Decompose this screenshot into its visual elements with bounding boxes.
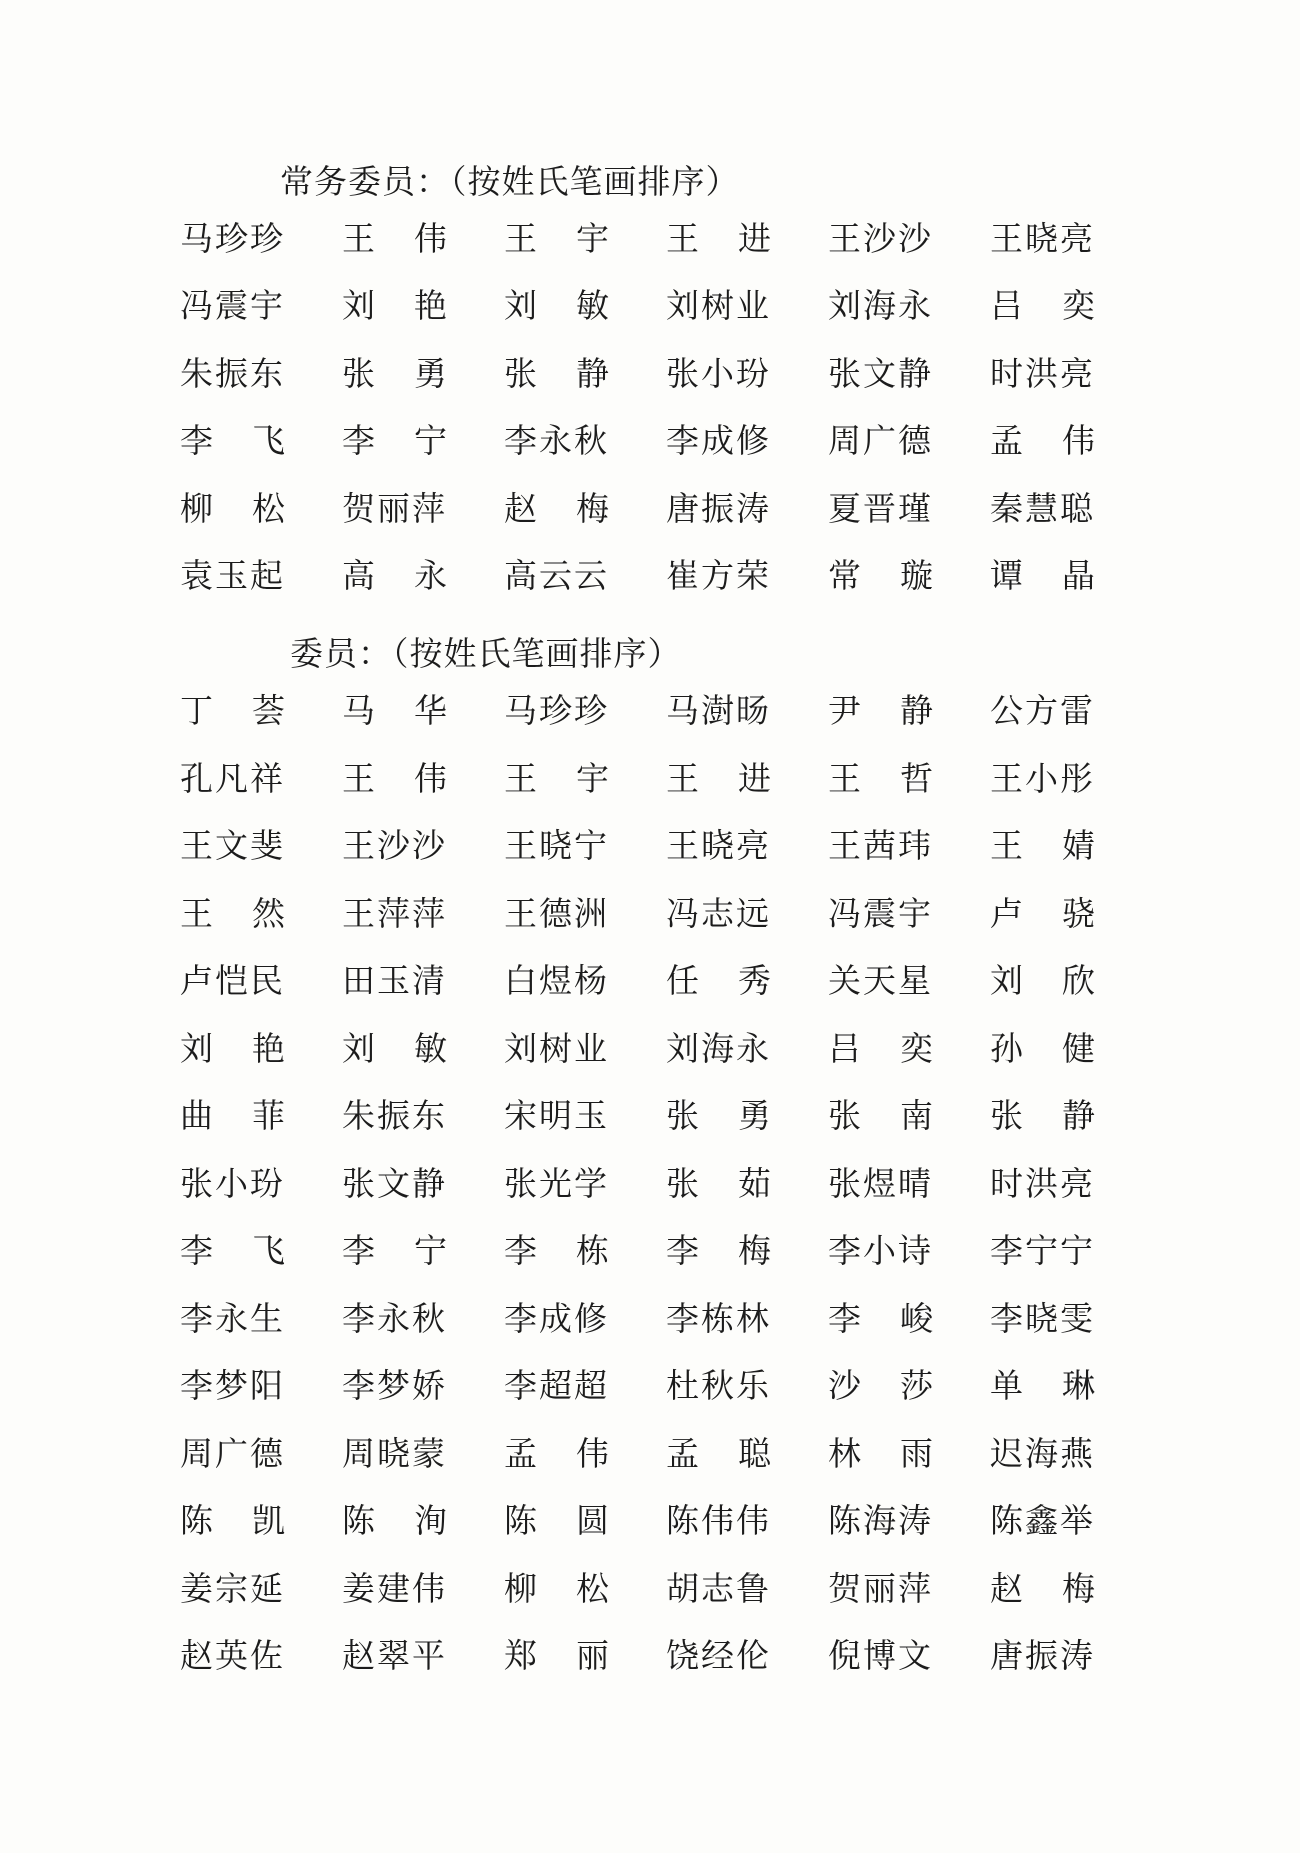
committee-name: 李晓雯 [990,1298,1095,1338]
committee-name: 赵 梅 [504,488,609,528]
committee-name: 宋明玉 [504,1096,609,1135]
committee-name: 张小玢 [666,353,771,393]
committee-name: 张 静 [990,1096,1095,1135]
committee-name: 胡志鲁 [666,1568,771,1608]
committee-name: 王 婧 [990,826,1095,865]
committee-name: 刘海永 [666,1028,771,1068]
committee-name: 张 茹 [666,1163,771,1203]
committee-name: 张 南 [828,1096,933,1135]
committee-name: 王茜玮 [828,826,933,865]
committee-name: 李梦娇 [342,1366,447,1405]
committee-members-list [180,691,1152,1707]
standing-committee-heading: 常务委员：（按姓氏笔画排序） [280,162,740,201]
committee-name: 马珍珍 [504,691,609,730]
committee-name: 陈 洵 [342,1501,447,1540]
committee-name: 关天星 [828,961,933,1000]
committee-name: 丁 荟 [180,691,285,730]
committee-name: 赵翠平 [342,1636,447,1675]
committee-name: 刘树业 [666,286,771,326]
committee-name: 郑 丽 [504,1636,609,1675]
committee-name: 李成修 [666,421,771,461]
committee-name: 柳 松 [504,1568,609,1608]
committee-name: 李 飞 [180,1231,285,1270]
committee-name: 王文斐 [180,826,285,865]
committee-name: 崔方荣 [666,555,771,595]
committee-name: 马 华 [342,691,447,730]
committee-name: 张煜晴 [828,1163,933,1203]
committee-name: 刘 艳 [342,286,447,326]
committee-name: 卢恺民 [180,961,285,1000]
committee-name: 陈海涛 [828,1501,933,1540]
committee-name: 王沙沙 [828,219,933,258]
committee-name: 冯震宇 [180,286,285,326]
committee-name: 刘 艳 [180,1028,285,1068]
committee-name: 陈伟伟 [666,1501,771,1540]
standing-committee-list [180,219,1152,626]
committee-name: 李 峻 [828,1298,933,1338]
committee-name: 贺丽萍 [828,1568,933,1608]
committee-name: 李 宁 [342,1231,447,1270]
committee-name: 李 栋 [504,1231,609,1270]
committee-name: 马澍旸 [666,691,771,730]
committee-name: 周晓蒙 [342,1433,447,1473]
committee-name: 柳 松 [180,488,285,528]
committee-name: 陈 凯 [180,1501,285,1540]
committee-name: 单 琳 [990,1366,1095,1405]
committee-name: 李 飞 [180,421,285,461]
committee-name: 赵 梅 [990,1568,1095,1608]
committee-name: 王 伟 [342,219,447,258]
committee-name: 张光学 [504,1163,609,1203]
committee-name: 王 进 [666,758,771,798]
committee-name: 李 宁 [342,421,447,461]
committee-name: 杜秋乐 [666,1366,771,1405]
committee-name: 李 梅 [666,1231,771,1270]
committee-name: 沙 莎 [828,1366,933,1405]
committee-name: 李成修 [504,1298,609,1338]
committee-name: 王晓亮 [666,826,771,865]
committee-name: 冯震宇 [828,893,933,933]
committee-name: 王德洲 [504,893,609,933]
committee-name: 高 永 [342,555,447,595]
committee-name: 王 伟 [342,758,447,798]
committee-members-heading: 委员：（按姓氏笔画排序） [290,634,682,673]
committee-name: 李宁宁 [990,1231,1095,1270]
committee-name: 夏晋瑾 [828,488,933,528]
committee-name: 白煜杨 [504,961,609,1000]
committee-name: 张文静 [828,353,933,393]
committee-name: 孔凡祥 [180,758,285,798]
committee-name: 曲 菲 [180,1096,285,1135]
committee-name: 周广德 [180,1433,285,1473]
committee-name: 王 宇 [504,219,609,258]
committee-name: 王 宇 [504,758,609,798]
committee-name: 时洪亮 [990,1163,1095,1203]
committee-name: 王晓亮 [990,219,1095,258]
committee-name: 刘海永 [828,286,933,326]
committee-name: 吕 奕 [828,1028,933,1068]
committee-name: 张小玢 [180,1163,285,1203]
committee-name: 王 哲 [828,758,933,798]
committee-name: 李永秋 [504,421,609,461]
committee-name: 袁玉起 [180,555,285,595]
committee-name: 田玉清 [342,961,447,1000]
committee-name: 高云云 [504,555,609,595]
committee-name: 马珍珍 [180,219,285,258]
committee-name: 朱振东 [180,353,285,393]
committee-name: 王萍萍 [342,893,447,933]
committee-name: 时洪亮 [990,353,1095,393]
committee-name: 孙 健 [990,1028,1095,1068]
committee-name: 陈 圆 [504,1501,609,1540]
committee-name: 迟海燕 [990,1433,1095,1473]
committee-name: 贺丽萍 [342,488,447,528]
committee-name: 朱振东 [342,1096,447,1135]
committee-name: 李永生 [180,1298,285,1338]
committee-name: 周广德 [828,421,933,461]
committee-name: 卢 骁 [990,893,1095,933]
committee-name: 李小诗 [828,1231,933,1270]
committee-name: 李栋林 [666,1298,771,1338]
committee-name: 王沙沙 [342,826,447,865]
committee-name: 张 勇 [666,1096,771,1135]
committee-name: 孟 伟 [990,421,1095,461]
committee-name: 张文静 [342,1163,447,1203]
committee-name: 刘 欣 [990,961,1095,1000]
committee-name: 姜建伟 [342,1568,447,1608]
committee-name: 李超超 [504,1366,609,1405]
committee-name: 刘 敏 [504,286,609,326]
committee-name: 任 秀 [666,961,771,1000]
committee-name: 王 然 [180,893,285,933]
committee-name: 冯志远 [666,893,771,933]
committee-name: 赵英佐 [180,1636,285,1675]
committee-name: 孟 伟 [504,1433,609,1473]
committee-name: 王 进 [666,219,771,258]
committee-name: 张 勇 [342,353,447,393]
committee-name: 饶经伦 [666,1636,771,1675]
committee-name: 陈鑫举 [990,1501,1095,1540]
committee-name: 李永秋 [342,1298,447,1338]
committee-name: 公方雷 [990,691,1095,730]
committee-name: 吕 奕 [990,286,1095,326]
committee-name: 刘树业 [504,1028,609,1068]
committee-name: 林 雨 [828,1433,933,1473]
committee-name: 尹 静 [828,691,933,730]
committee-name: 秦慧聪 [990,488,1095,528]
committee-name: 张 静 [504,353,609,393]
committee-name: 唐振涛 [666,488,771,528]
committee-name: 李梦阳 [180,1366,285,1405]
committee-name: 倪博文 [828,1636,933,1675]
committee-name: 谭 晶 [990,555,1095,595]
committee-name: 王小彤 [990,758,1095,798]
committee-name: 常 璇 [828,555,933,595]
committee-name: 姜宗延 [180,1568,285,1608]
committee-name: 王晓宁 [504,826,609,865]
committee-name: 刘 敏 [342,1028,447,1068]
committee-name: 孟 聪 [666,1433,771,1473]
committee-name: 唐振涛 [990,1636,1095,1675]
